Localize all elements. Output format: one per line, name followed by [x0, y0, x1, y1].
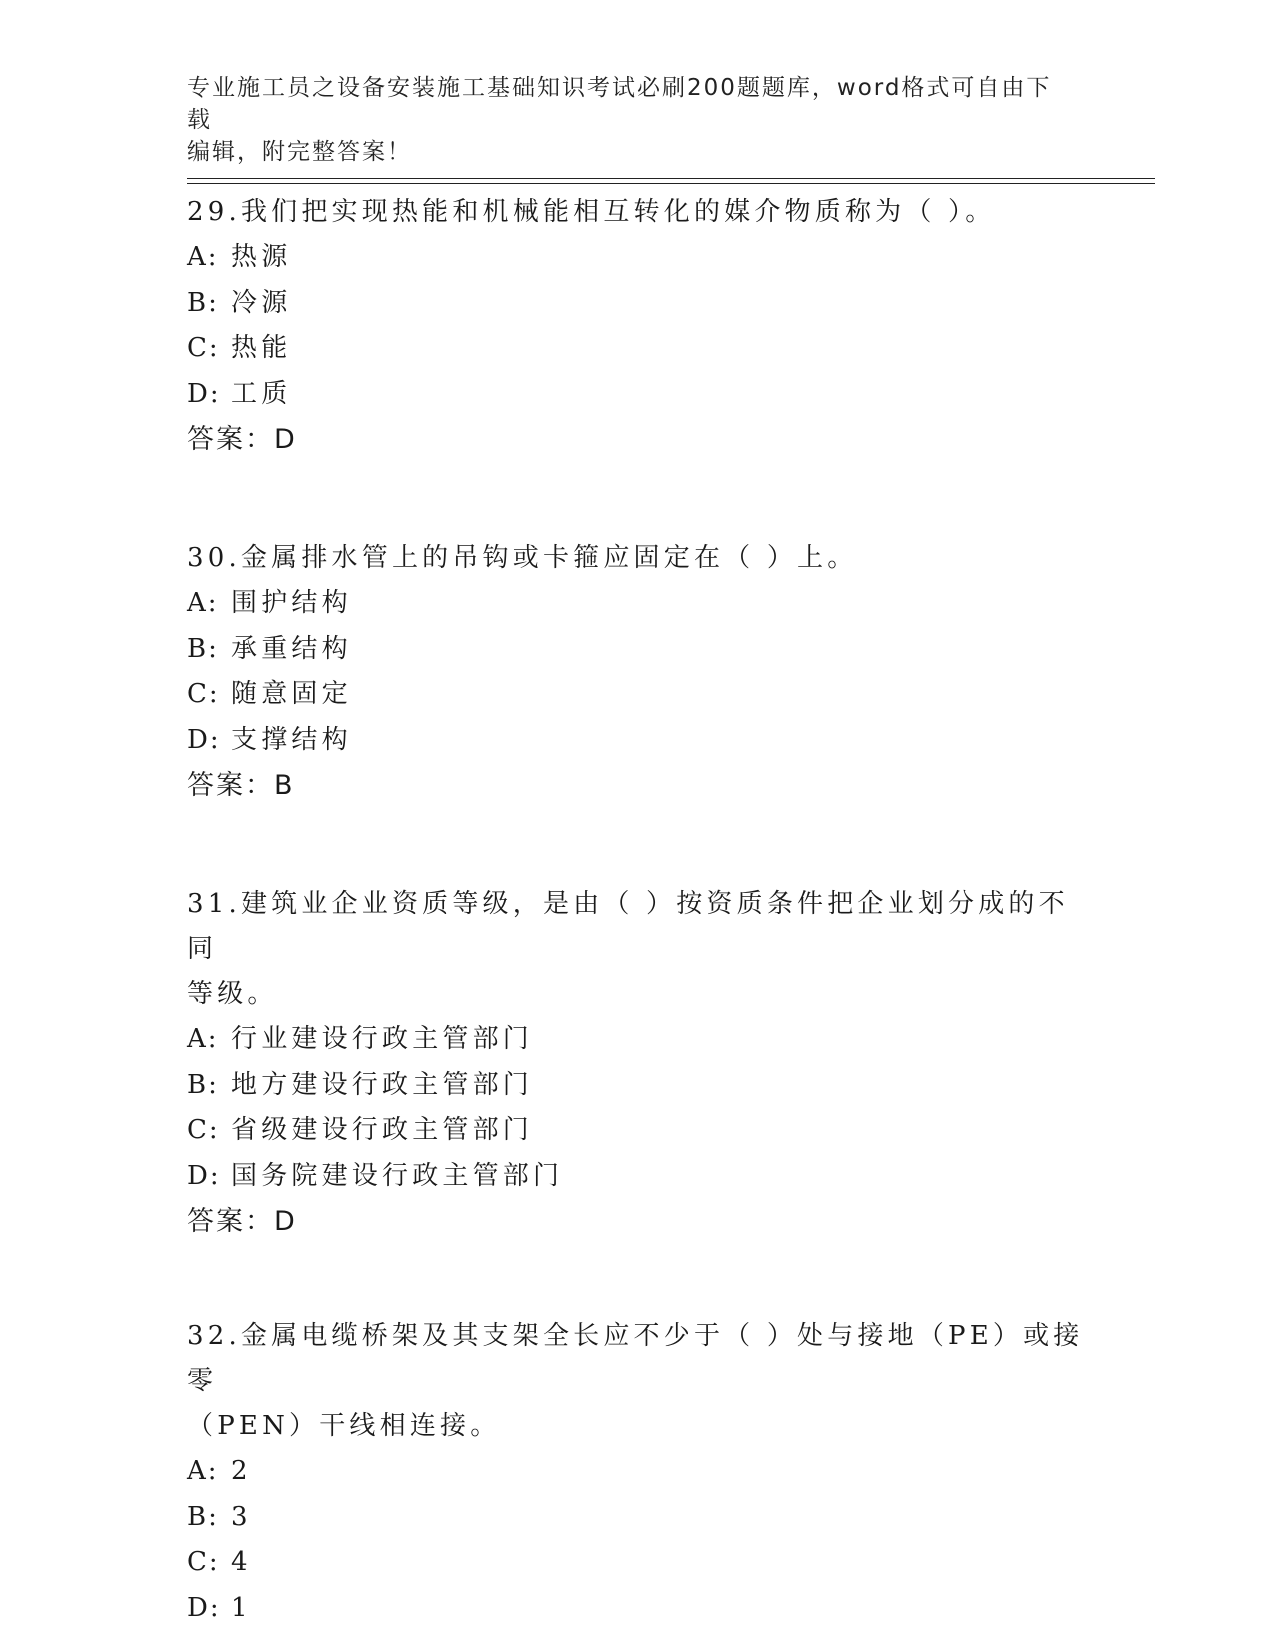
option-c — [187, 672, 1087, 718]
option-a — [187, 1017, 1087, 1063]
option-letter: C: — [187, 333, 220, 363]
option-b — [187, 281, 1087, 327]
question-list — [187, 190, 1087, 1631]
header-title-line-2: 编辑，附完整答案！ — [187, 139, 412, 165]
answer-line: 答案：D — [187, 1206, 297, 1237]
option-letter: A: — [187, 588, 219, 618]
question-stem-line-1: 31.建筑业企业资质等级，是由（ ）按资质条件把企业划分成的不同 — [187, 889, 1069, 964]
option-letter: C: — [187, 679, 220, 709]
option-letter: A: — [187, 1024, 219, 1054]
option-text: 省级建设行政主管部门 — [231, 1115, 534, 1145]
answer-line: 答案：D — [187, 424, 297, 455]
option-text: 3 — [231, 1501, 252, 1532]
question-29 — [187, 190, 1087, 462]
option-letter: A: — [187, 242, 219, 272]
option-a — [187, 1449, 1087, 1495]
question-stem-line-2: （PEN）干线相连接。 — [187, 1411, 501, 1441]
option-c — [187, 1108, 1087, 1154]
option-letter: B: — [187, 1501, 219, 1532]
question-30 — [187, 536, 1087, 808]
option-letter: A: — [187, 1456, 219, 1486]
option-letter: B: — [187, 287, 219, 318]
option-text: 地方建设行政主管部门 — [231, 1069, 534, 1100]
option-letter: C: — [187, 1547, 220, 1577]
question-31 — [187, 882, 1087, 1244]
option-text: 围护结构 — [231, 588, 352, 618]
option-d — [187, 372, 1087, 418]
question-stem-line-1: 32.金属电缆桥架及其支架全长应不少于（ ）处与接地（PE）或接零 — [187, 1321, 1084, 1396]
option-text: 2 — [231, 1456, 252, 1486]
option-b — [187, 1063, 1087, 1109]
answer-line: 答案：B — [187, 770, 295, 801]
header-divider-bottom — [187, 183, 1155, 184]
option-text: 承重结构 — [231, 633, 352, 664]
option-letter: D: — [187, 1160, 221, 1191]
option-text: 冷源 — [231, 287, 292, 318]
header-title-line-1: 专业施工员之设备安装施工基础知识考试必刷200题题库，word格式可自由下载 — [187, 75, 1052, 133]
option-a — [187, 235, 1087, 281]
header-divider-top — [187, 178, 1155, 179]
option-text: 支撑结构 — [231, 724, 352, 755]
option-letter: C: — [187, 1115, 220, 1145]
option-letter: D: — [187, 1592, 221, 1623]
option-a — [187, 581, 1087, 627]
option-b — [187, 1495, 1087, 1541]
option-letter: D: — [187, 378, 221, 409]
option-text: 工质 — [231, 378, 292, 409]
option-text: 4 — [231, 1547, 252, 1577]
option-letter: B: — [187, 633, 219, 664]
spacer — [187, 808, 1087, 882]
document-header — [187, 72, 1067, 168]
spacer — [187, 1244, 1087, 1314]
question-stem: 30.金属排水管上的吊钩或卡箍应固定在（ ）上。 — [187, 543, 858, 573]
option-d — [187, 718, 1087, 764]
question-stem: 29.我们把实现热能和机械能相互转化的媒介物质称为（ ）。 — [187, 197, 996, 227]
option-c — [187, 326, 1087, 372]
spacer — [187, 462, 1087, 536]
option-text: 国务院建设行政主管部门 — [231, 1160, 564, 1191]
option-b — [187, 627, 1087, 673]
option-d — [187, 1586, 1087, 1632]
option-letter: B: — [187, 1069, 219, 1100]
option-d — [187, 1154, 1087, 1200]
option-text: 热源 — [231, 242, 292, 272]
option-text: 行业建设行政主管部门 — [231, 1024, 534, 1054]
option-letter: D: — [187, 724, 221, 755]
option-text: 热能 — [231, 333, 292, 363]
option-text: 1 — [231, 1592, 252, 1623]
question-stem-line-2: 等级。 — [187, 979, 278, 1009]
option-c — [187, 1540, 1087, 1586]
option-text: 随意固定 — [231, 679, 352, 709]
question-32 — [187, 1314, 1087, 1631]
